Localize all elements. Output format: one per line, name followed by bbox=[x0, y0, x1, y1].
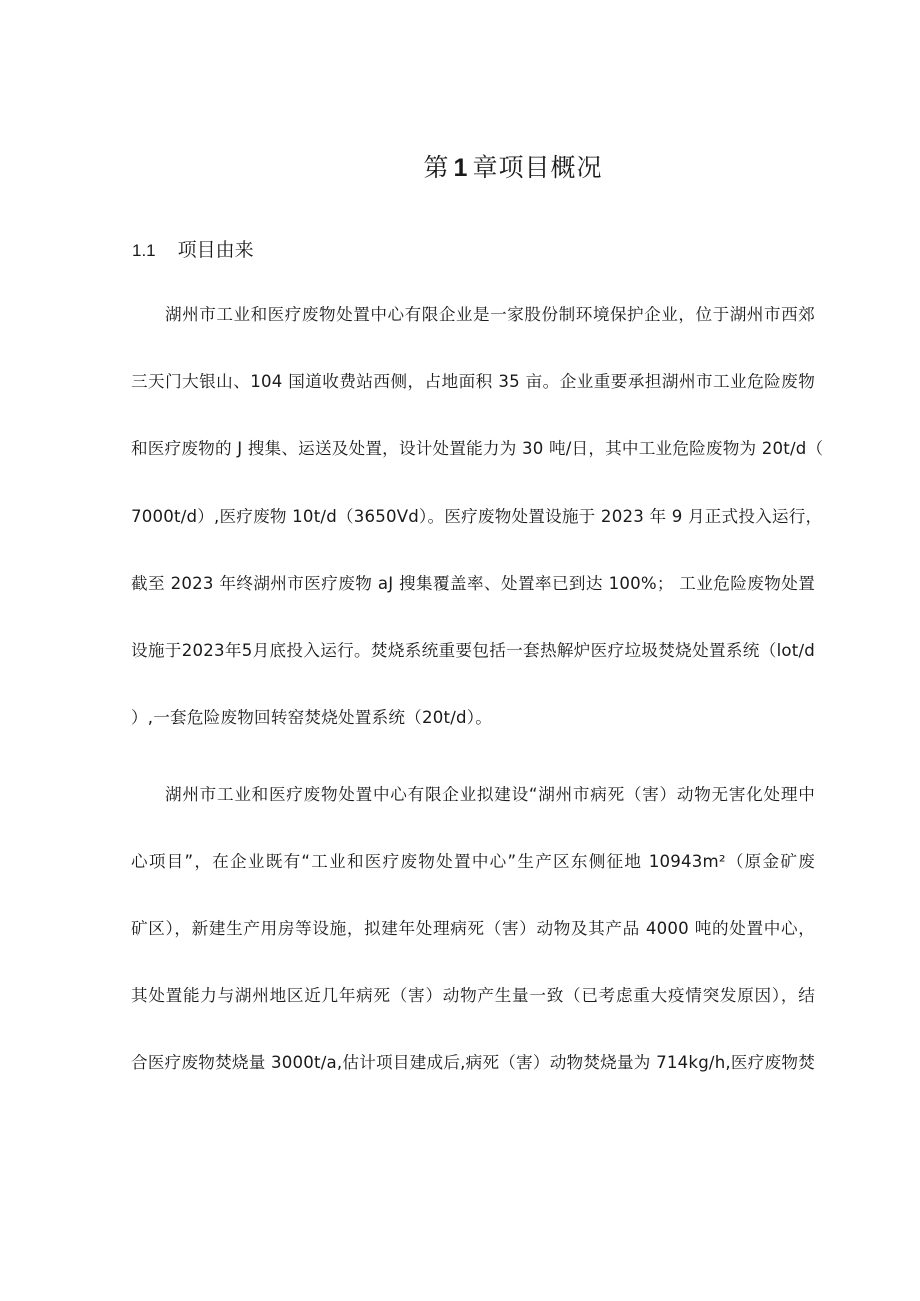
text-line: 湖州市工业和医疗废物处置中心有限企业是一家股份制环境保护企业，位于湖州市西郊 bbox=[165, 305, 815, 324]
text-line: 三天门大银山、104 国道收费站西侧，占地面积 35 亩。企业重要承担湖州市工业危险废物 bbox=[131, 372, 815, 391]
section-heading bbox=[132, 235, 254, 262]
text-line: 其处置能力与湖州地区近几年病死（害）动物产生量一致（已考虑重大疫情突发原因），结 bbox=[131, 986, 815, 1005]
text-line: ）,一套危险废物回转窑焚烧处置系统（20t∕d）。 bbox=[131, 708, 492, 727]
text-line: 和医疗废物的 J 搜集、运送及处置，设计处置能力为 30 吨/日，其中工业危险废物为 20t∕d（ bbox=[131, 439, 824, 458]
section-title: 项目由来 bbox=[177, 239, 254, 261]
chapter-title bbox=[0, 148, 920, 184]
section-number: 1.1 bbox=[132, 241, 156, 260]
text-line: 矿区），新建生产用房等设施，拟建年处理病死（害）动物及其产品 4000 吨的处置中心， bbox=[131, 919, 815, 938]
text-line: 7000t∕d）,医疗废物 10t∕d（3650Vd）。医疗废物处置设施于 2023 年 9 月正式投入运行， bbox=[131, 507, 823, 526]
text-line: 截至 2023 年终湖州市医疗废物 aJ 搜集覆盖率、处置率已到达 100%； 工业危险废物处置 bbox=[131, 574, 815, 593]
text-line: 合医疗废物焚烧量 3000t∕a,估计项目建成后,病死（害）动物焚烧量为 714kg∕h,医疗废物焚 bbox=[131, 1053, 815, 1072]
text-line: 湖州市工业和医疗废物处置中心有限企业拟建设“湖州市病死（害）动物无害化处理中 bbox=[165, 785, 815, 804]
chapter-title-text: 章项目概况 bbox=[472, 153, 603, 182]
text-line: 设施于2023年5月底投入运行。焚烧系统重要包括一套热解炉医疗垃圾焚烧处置系统（lot∕d bbox=[131, 641, 815, 660]
chapter-number: 1 bbox=[453, 154, 469, 182]
text-line: 心项目”，在企业既有“工业和医疗废物处置中心”生产区东侧征地 10943m²（原金矿废 bbox=[131, 852, 815, 871]
chapter-prefix: 第 bbox=[423, 153, 450, 182]
